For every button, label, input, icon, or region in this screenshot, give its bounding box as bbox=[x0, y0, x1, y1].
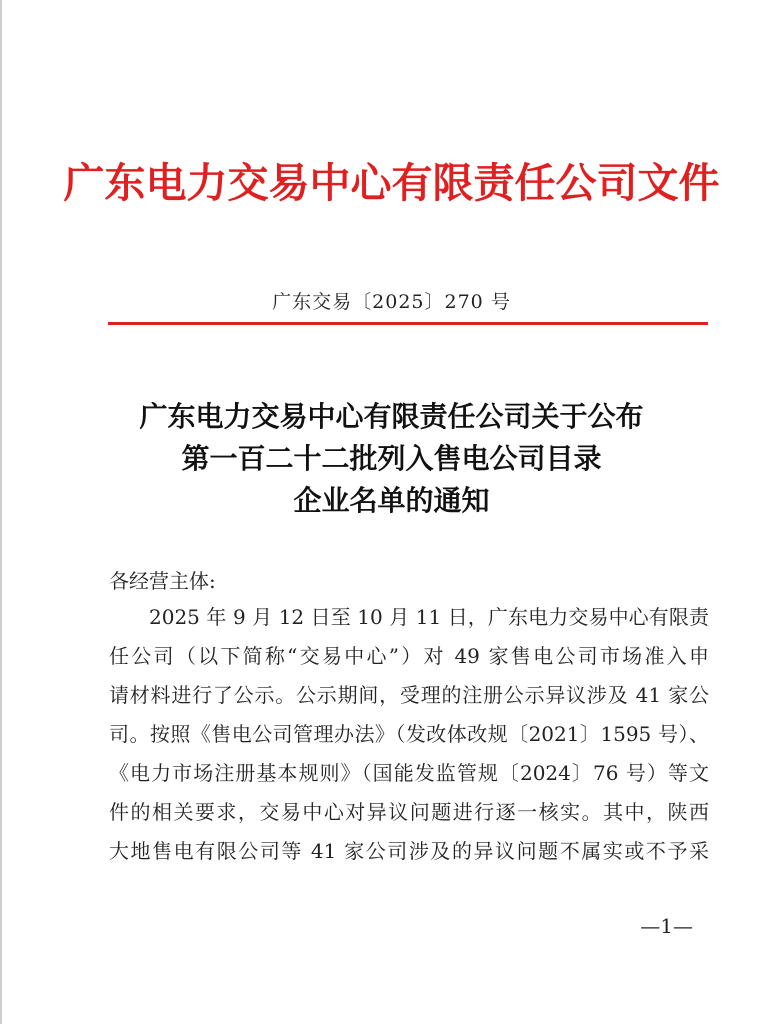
notice-title-line: 第一百二十二批列入售电公司目录 bbox=[181, 442, 602, 475]
body-line: 任公司（以下简称“交易中心”）对 49 家售电公司市场准入申 bbox=[109, 644, 709, 668]
body-line: 司。按照《售电公司管理办法》（发改体改规〔2021〕1595 号）、 bbox=[109, 722, 709, 746]
page-number: —1— bbox=[640, 914, 693, 938]
notice-title-line: 广东电力交易中心有限责任公司关于公布 bbox=[139, 400, 644, 433]
body-line: 2025 年 9 月 12 日至 10 月 11 日，广东电力交易中心有限责 bbox=[149, 605, 709, 629]
document-number: 广东交易〔2025〕270 号 bbox=[272, 291, 511, 313]
notice-title-line: 企业名单的通知 bbox=[293, 484, 490, 517]
body-line: 《电力市场注册基本规则》（国能发监管规〔2024〕76 号）等文 bbox=[109, 761, 709, 785]
body-line: 大地售电有限公司等 41 家公司涉及的异议问题不属实或不予采 bbox=[109, 839, 709, 863]
salutation: 各经营主体: bbox=[109, 569, 216, 593]
body-line: 请材料进行了公示。公示期间，受理的注册公示异议涉及 41 家公 bbox=[109, 683, 709, 707]
body-line: 件的相关要求，交易中心对异议问题进行逐一核实。其中，陕西 bbox=[109, 800, 709, 824]
issuing-organization-title: 广东电力交易中心有限责任公司文件 bbox=[63, 159, 720, 207]
red-divider-line bbox=[108, 322, 708, 325]
notice-title bbox=[0, 396, 783, 522]
body-paragraph bbox=[109, 598, 709, 871]
